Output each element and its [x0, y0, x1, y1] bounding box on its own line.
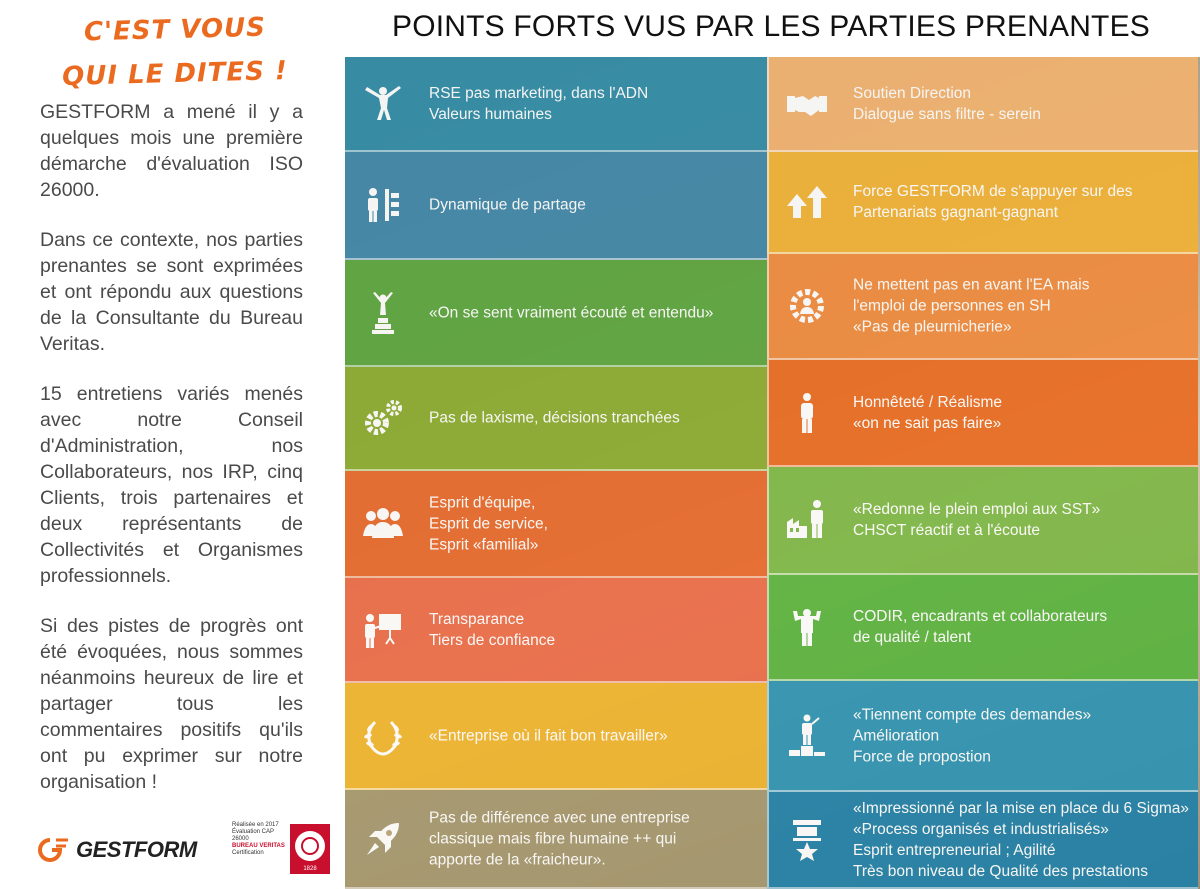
item-line: Transparance: [429, 610, 525, 628]
bureau-veritas-seal-icon: [290, 824, 330, 874]
laurel-wreath-icon: [361, 714, 405, 758]
right-item-7: [767, 681, 1198, 792]
page-title: POINTS FORTS VUS PAR LES PARTIES PRENANTES: [391, 10, 1151, 43]
item-text: [429, 807, 755, 870]
intro-paragraph-1: GESTFORM a mené il y a quelques mois une première démarche d'évaluation ISO 26000.: [40, 101, 303, 201]
item-line: Pas de différence avec une entreprise: [429, 809, 690, 826]
item-line: Esprit d'équipe,: [429, 494, 536, 511]
left-item-4: [345, 367, 767, 471]
item-line: «Entreprise où il fait bon travailler»: [429, 727, 668, 744]
item-text: [853, 606, 1186, 648]
strengths-grid: [345, 57, 1200, 889]
item-line: Esprit entrepreneurial ; Agilité: [853, 841, 1056, 859]
item-line: Tiers de confiance: [429, 631, 556, 649]
badge-line-2: Évaluation CAP 26000: [232, 829, 274, 842]
bureau-veritas-badge: [232, 822, 330, 876]
gestform-logo: [36, 836, 197, 864]
person-with-chart-icon: [361, 183, 405, 227]
item-line: Esprit «familial»: [429, 536, 539, 553]
item-line: Esprit de service,: [429, 515, 548, 532]
gestform-logo-icon: [36, 836, 70, 864]
badge-text: [232, 822, 288, 857]
item-line: de qualité / talent: [853, 629, 972, 646]
quality-star-icon: [785, 818, 829, 862]
item-text: [853, 275, 1186, 338]
item-text: [429, 492, 755, 555]
item-text: [429, 725, 755, 746]
right-item-2: [767, 152, 1198, 254]
item-text: [853, 798, 1190, 882]
item-text: [853, 392, 1186, 434]
item-text: [853, 83, 1186, 125]
trophy-winner-icon: [361, 291, 405, 335]
left-item-7: [345, 683, 767, 790]
badge-brand: BUREAU VERITAS: [232, 843, 285, 849]
intro-paragraph-3: 15 entretiens variés menés avec notre Conseil d'Administration, nos Collaborateurs, nos IRP, cinq Clients, trois partenaires et deux représentants de Collectivités et Organismes professionnels.: [40, 383, 303, 587]
item-line: CHSCT réactif et à l'écoute: [853, 522, 1041, 539]
team-people-icon: [361, 502, 405, 546]
left-item-8: [345, 790, 767, 889]
intro-paragraph-2: Dans ce contexte, nos parties prenantes se sont exprimées et ont répondu aux questions de la Consultante du Bureau Veritas.: [40, 229, 303, 355]
arrows-up-icon: [785, 180, 829, 224]
left-panel: [0, 0, 340, 889]
badge-line-3: Certification: [232, 850, 264, 856]
person-factory-icon: [785, 498, 829, 542]
right-item-3: [767, 254, 1198, 360]
right-column: [767, 57, 1200, 889]
left-item-3: [345, 260, 767, 367]
item-line: «Tiennent compte des demandes»: [853, 706, 1092, 723]
logo-name: GESTFORM: [76, 837, 197, 862]
item-text: [429, 609, 755, 651]
item-line: Très bon niveau de Qualité des prestations: [853, 862, 1148, 880]
gear-person-icon: [785, 284, 829, 328]
intro-paragraph-4: Si des pistes de progrès ont été évoquées, nous sommes néanmoins heureux de lire et partager tous les commentaires positifs qu'ils ont pu exprimer sur notre organisation !: [40, 615, 303, 793]
item-line: apporte de la «fraicheur».: [429, 851, 606, 868]
item-text: [429, 408, 755, 429]
left-item-6: [345, 578, 767, 683]
right-item-6: [767, 575, 1198, 681]
item-line: Pas de laxisme, décisions tranchées: [429, 409, 680, 427]
item-text: [429, 195, 755, 216]
strong-person-icon: [785, 605, 829, 649]
item-line: Partenariats gagnant-gagnant: [853, 204, 1059, 221]
item-text: [429, 83, 755, 125]
tagline: [40, 8, 310, 96]
item-line: CODIR, encadrants et collaborateurs: [853, 608, 1108, 625]
item-line: Ne mettent pas en avant l'EA mais: [853, 276, 1090, 294]
right-item-5: [767, 467, 1198, 575]
item-line: l'emploi de personnes en SH: [853, 297, 1051, 315]
item-line: Amélioration: [853, 727, 940, 744]
right-item-4: [767, 360, 1198, 467]
right-item-8: [767, 792, 1198, 889]
tagline-line-1: C'EST VOUS: [83, 12, 267, 48]
item-line: «Redonne le plein emploi aux SST»: [853, 501, 1101, 518]
left-column: [345, 57, 767, 889]
rocket-icon: [361, 817, 405, 861]
person-celebrating-icon: [361, 82, 405, 126]
item-text: [429, 302, 755, 323]
badge-year: 1828: [303, 866, 317, 872]
item-line: Force GESTFORM de s'appuyer sur des: [853, 183, 1133, 200]
item-line: Soutien Direction: [853, 84, 972, 102]
left-item-5: [345, 471, 767, 578]
gears-icon: [361, 396, 405, 440]
item-line: «Impressionné par la mise en place du 6 Sigma»: [853, 799, 1190, 817]
badge-line-1: Réalisée en 2017: [232, 822, 279, 828]
right-item-1: [767, 57, 1198, 152]
standing-person-icon: [785, 391, 829, 435]
item-text: [853, 499, 1186, 541]
item-line: Dialogue sans filtre - serein: [853, 105, 1041, 123]
left-item-2: [345, 152, 767, 260]
item-line: Honnêteté / Réalisme: [853, 393, 1003, 411]
presenter-board-icon: [361, 608, 405, 652]
item-text: [853, 704, 1186, 767]
item-line: Valeurs humaines: [429, 105, 552, 123]
handshake-icon: [785, 82, 829, 126]
item-line: Dynamique de partage: [429, 196, 586, 214]
item-line: «On se sent vraiment écouté et entendu»: [429, 304, 714, 321]
intro-text: [40, 99, 303, 819]
item-line: classique mais fibre humaine ++ qui: [429, 830, 677, 847]
item-line: «on ne sait pas faire»: [853, 414, 1002, 432]
item-line: «Process organisés et industrialisés»: [853, 820, 1109, 838]
person-podium-icon: [785, 714, 829, 758]
item-line: «Pas de pleurnicherie»: [853, 318, 1012, 336]
item-line: RSE pas marketing, dans l'ADN: [429, 84, 649, 102]
tagline-line-2: QUI LE DITES !: [61, 56, 289, 92]
item-line: Force de propostion: [853, 748, 991, 765]
left-item-1: [345, 57, 767, 152]
item-text: [853, 181, 1186, 223]
